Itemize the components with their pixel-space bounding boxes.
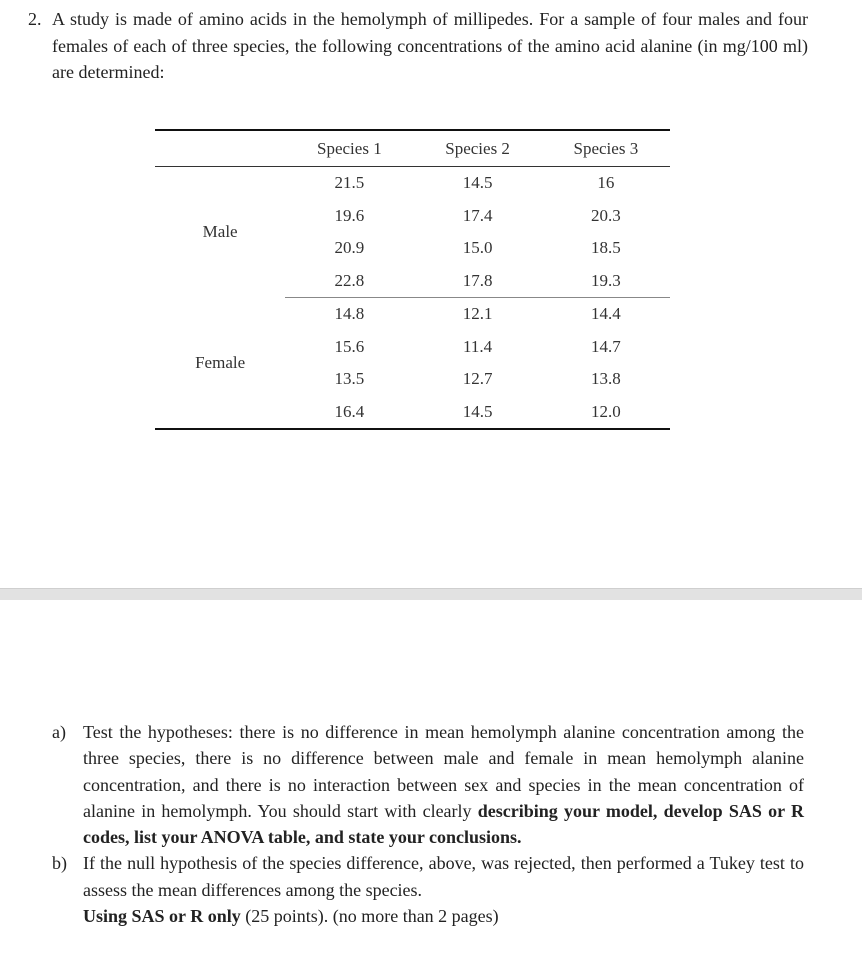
header-species-2: Species 2 (413, 130, 541, 167)
header-blank (155, 130, 285, 167)
table-cell: 14.7 (590, 336, 621, 356)
question-2 (28, 6, 808, 86)
question-number: 2. (28, 9, 42, 29)
part-b-letter: b) (52, 853, 67, 874)
group-label-male: Male (202, 222, 238, 242)
table-cell: 21.5 (334, 173, 365, 193)
table-cell: 17.4 (462, 205, 493, 225)
table-cell: 20.3 (590, 205, 621, 225)
question-parts (52, 719, 804, 929)
table-cell: 13.8 (590, 369, 621, 389)
part-a-text: Test the hypotheses: there is no difference in mean hemolymph alanine concentration among the three species, there is no difference between male and female in mean hemolymph alanine concentration, and there is no interaction between sex and species in the mean concentration of alanine in hemolymph. You should start with clearly (83, 722, 804, 821)
table-cell: 12.1 (462, 304, 493, 324)
header-species-3: Species 3 (542, 130, 670, 167)
table-cell: 18.5 (590, 238, 621, 258)
part-b (52, 850, 804, 929)
table-cell: 22.8 (285, 265, 413, 298)
table-cell: 11.4 (463, 336, 493, 356)
group-label-female: Female (155, 298, 285, 430)
part-b-text: If the null hypothesis of the species difference, above, was rejected, then performed a Tukey test to assess the mean differences among the species. (83, 853, 804, 900)
question-text: A study is made of amino acids in the hemolymph of millipedes. For a sample of four males and four females of each of three species, the following concentrations of the amino acid alanine (in mg/100 ml) are determined: (52, 9, 808, 82)
table-cell: 20.9 (334, 238, 365, 258)
part-a-letter: a) (52, 722, 66, 742)
table-cell: 12.7 (462, 369, 493, 389)
table-cell: 19.3 (542, 265, 670, 298)
table-row (155, 298, 670, 331)
part-b-bold: Using SAS or R only (83, 906, 241, 927)
table-cell: 15.6 (334, 336, 365, 356)
table-cell: 16.4 (285, 396, 413, 430)
header-species-1: Species 1 (285, 130, 413, 167)
table-row (155, 167, 670, 200)
table-cell: 17.8 (413, 265, 541, 298)
table-cell: 14.4 (590, 304, 621, 324)
table-header-row (155, 130, 670, 167)
part-a-body (83, 719, 804, 850)
alanine-table (155, 129, 670, 430)
part-b-tail: (25 points). (no more than 2 pages) (240, 906, 499, 927)
table-cell: 12.0 (542, 396, 670, 430)
page-divider (0, 588, 862, 600)
table-cell: 15.0 (462, 238, 493, 258)
table-cell: 16 (597, 173, 615, 193)
table-cell: 19.6 (334, 205, 365, 225)
part-a (52, 719, 804, 850)
part-b-body (83, 850, 804, 929)
table-cell: 14.8 (334, 304, 365, 324)
part-a-bold: describing your model, develop SAS or R codes, list your ANOVA table, and state your conclusions. (83, 800, 804, 848)
table-cell: 14.5 (462, 173, 493, 193)
table-cell: 14.5 (413, 396, 541, 430)
table-cell: 13.5 (334, 369, 365, 389)
